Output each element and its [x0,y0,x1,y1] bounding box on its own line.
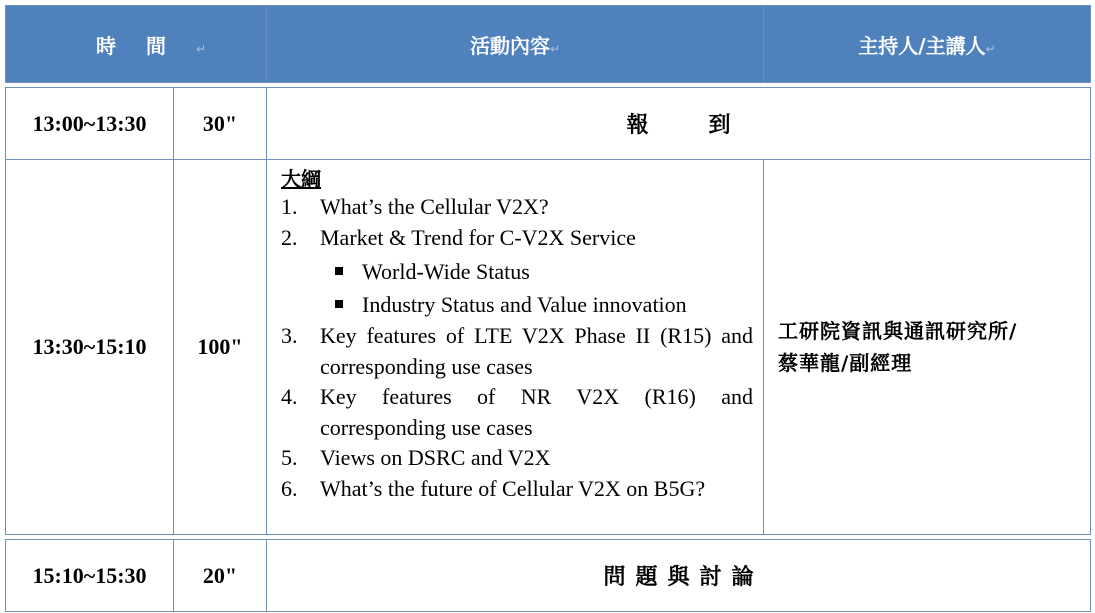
agenda-page [5,5,1090,608]
row-time: 13:00~13:30 [6,88,174,160]
sub-list-item: World-Wide Status [320,255,753,288]
speaker-affiliation: 工研院資訊與通訊研究所/ [778,319,1018,343]
sub-list [320,255,753,321]
speaker-cell [764,160,1091,535]
square-bullet-icon [335,300,343,308]
list-item: 3. Key features of LTE V2X Phase II (R15) and corresponding use cases [281,323,753,379]
agenda-table [5,5,1091,612]
speaker-name-title: 蔡華龍/副經理 [778,351,913,375]
table-row [6,540,1091,612]
sub-list-item: Industry Status and Value innovation [320,288,753,321]
outline-list [281,192,753,504]
outline-cell [267,160,764,535]
list-item: 2. Market & Trend for C-V2X Service World-Wide Status Industry Status and Value innovation [281,223,753,322]
header-activity: 活動內容↵ [267,6,764,83]
table-row [6,160,1091,535]
row-activity: 報到 [267,88,1091,160]
header-time: 時間↵ [6,6,267,83]
list-item: 5. Views on DSRC and V2X [281,445,551,470]
header-row [6,6,1091,83]
row-duration: 30" [174,88,267,160]
row-time: 15:10~15:30 [6,540,174,612]
row-activity: 問題與討論 [267,540,1091,612]
list-item: 1. What’s the Cellular V2X? [281,194,549,219]
list-item: 6. What’s the future of Cellular V2X on B5G? [281,475,706,501]
table-row [6,88,1091,160]
row-duration: 100" [174,160,267,535]
row-duration: 20" [174,540,267,612]
square-bullet-icon [335,267,343,275]
outline-title: 大綱 [281,167,321,191]
row-time: 13:30~15:10 [6,160,174,535]
list-item: 4. Key features of NR V2X (R16) and corresponding use cases [281,384,753,440]
header-host: 主持人/主講人↵ [764,6,1091,83]
